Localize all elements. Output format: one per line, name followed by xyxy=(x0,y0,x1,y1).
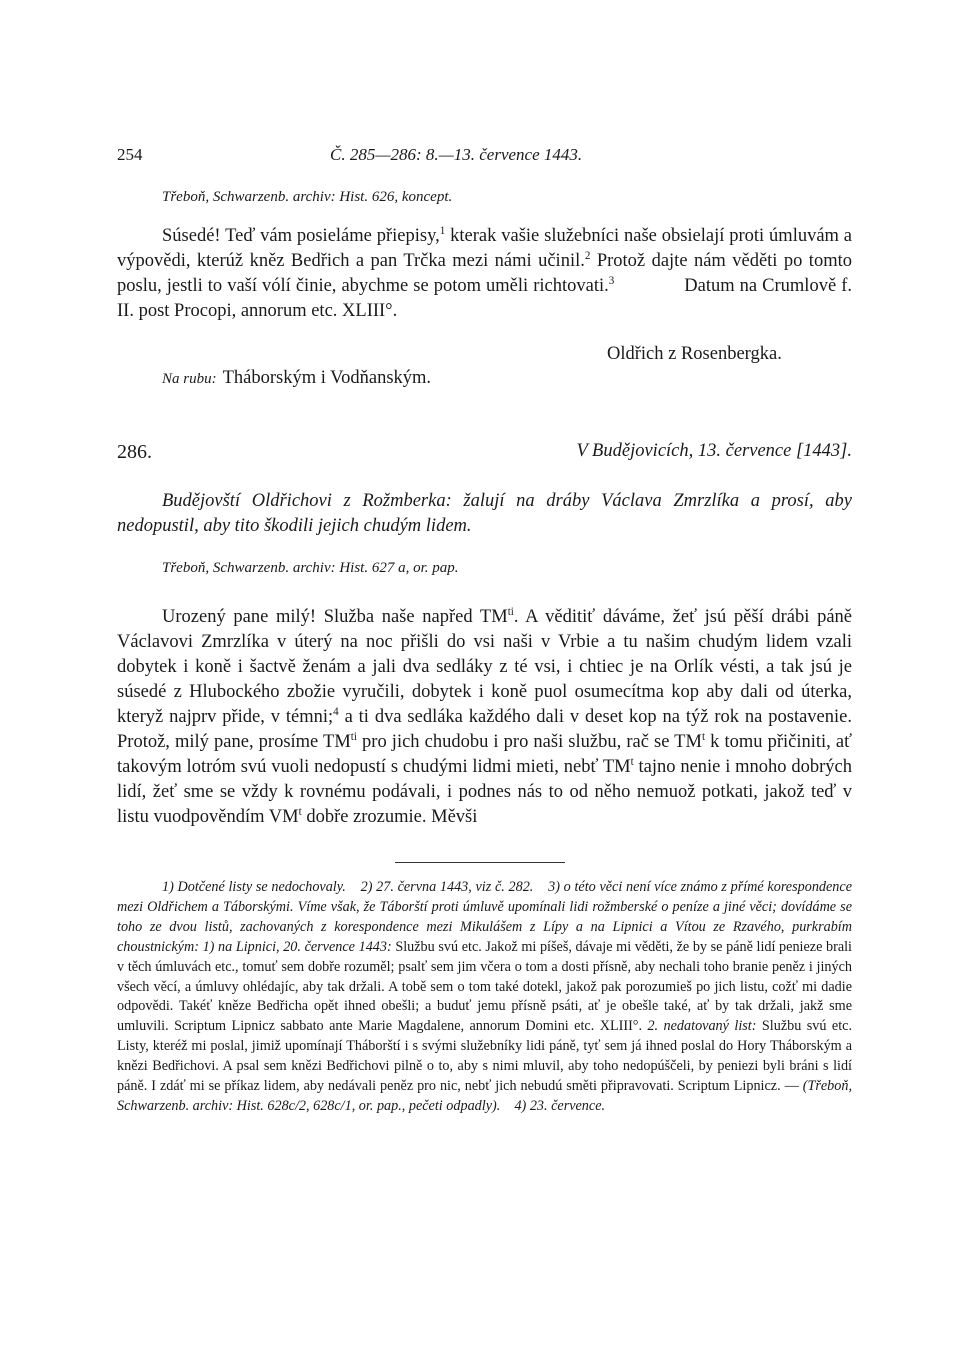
footnote-ref-3: 3 xyxy=(608,274,615,287)
footnote-ref-1: 1 xyxy=(439,224,446,237)
footnote-ref-2: 2 xyxy=(584,249,591,262)
document-number: 286. xyxy=(117,441,152,463)
letter-285-body xyxy=(117,224,852,324)
datum-line: Datum na Crumlově f. II. post Procopi, annorum etc. XLIII°. xyxy=(117,276,852,321)
address-text: Tháborským i Vodňanským. xyxy=(222,368,432,388)
page-header xyxy=(117,145,852,169)
letter-286-body xyxy=(117,605,852,830)
address-label: Na rubu: xyxy=(162,371,217,387)
footnote-1: 1) Dotčené listy se nedochovaly. xyxy=(162,879,346,895)
letter-285-paragraph: Súsedé! Teď vám posieláme přiepisy,$^1$ kterak vašie služebníci naše obsielají proti úmluvám a výpovědi, kterúž kněz Bedřich a pan Trčka mezi námi učinil.$^2$ Protož dajte nám věděti po tomto poslu, jestli to vaší vólí činie, abychme se potom uměli richtovati.$^3$ Datum na Crumlově f. II. post Procopi, annorum etc. XLIII°. xyxy=(117,224,853,321)
footnote-ref-4: 4 xyxy=(333,705,339,718)
address-note xyxy=(162,368,431,389)
document-place-date: V Budějovicích, 13. července [1443]. xyxy=(576,441,852,461)
document-286-heading xyxy=(117,441,852,467)
footnote-divider xyxy=(395,862,565,863)
footnote-2: 2) 27. června 1443, viz č. 282. xyxy=(360,879,534,895)
footnote-3: 3) o této věci není více známo z přímé korespondence mezi Oldřichem a Táborskými. Víme však, že Táborští proti úmluvě upomínali lidi rožmberské o peníze a jiné věci; dovídáme se toho ze dvou listů, zachovaných z korespondence mezi Mikulášem z Lípy a na Lipnici a Vítou ze Rzavého, purkrabím choustnickým: 1) na Lipnici, 20. července 1443: xyxy=(117,879,852,955)
source-note-285: Třeboň, Schwarzenb. archiv: Hist. 626, koncept. xyxy=(162,189,453,205)
source-note-286: Třeboň, Schwarzenb. archiv: Hist. 627 a, or. pap. xyxy=(162,560,459,576)
footnote-4: 4) 23. července. xyxy=(514,1097,606,1114)
signature: Oldřich z Rosenbergka. xyxy=(607,344,782,364)
letter-286-paragraph: Urozený pane milý! Služba naše napřed $TM^{ti}$. A věditiť dáváme, žeť jsú pěší drábi páně Václavovi Zmrzlíka v úterý na noc přišli do vsi naši v Vrbie a tu našim chudým lidem vzali dobytek i koně i šactvě ženám a jali dva sedláky z té vsi, i chtiec je na Orlík vésti, a tak jsú je súsedé z Hlubockého zbožie vyručili, dobytek i koně puol osumecítma kop aby dali od úterka, kteryž najprv přide, v témni;$^4$ a ti dva sedláka každého dali v deset kop na týž rok na postavenie. Protož, milý pane, prosíme $TM^{ti}$ pro jich chudobu i pro naši službu, rač se $TM^t$ k tomu přičiniti, ať takovým lotróm svú vuoli nedopustí s chudými lidmi mieti, nebť $TM^t$ tajno nenie i mnoho dobrých lidí, žeť sme se vždy k rovnému podávali, i podnes nás to od něho nemuož potkati, jakož teď v listu vuodpověndím $VM^t$ dobře zrozumie. Měvši xyxy=(117,605,852,827)
page-number: 254 xyxy=(117,145,143,164)
regest-summary: Budějovští Oldřichovi z Rožmberka: žalují na dráby Václava Zmrzlíka a prosí, aby nedopustil, aby tito škodili jejich chudým lidem. xyxy=(117,491,852,536)
running-title: Č. 285—286: 8.—13. července 1443. xyxy=(330,145,583,164)
footnotes: 1) Dotčené listy se nedochovaly. 2) 27. června 1443, viz č. 282. 3) o této věci není více známo z přímé korespondence mezi Oldřichem a Táborskými. Víme však, že Táborští proti úmluvě upomínali lidi rožmberské o peníze a jiné věci; dovídáme se toho ze dvou listů, zachovaných z korespondence mezi Mikulášem z Lípy a na Lipnici a Vítou ze Rzavého, purkrabím choustnickým: 1) na Lipnici, 20. července 1443: Službu svú etc. Jakož mi píšeš, dávaje mi věděti, že by se páně lidí penieze brali v těch úmluvách etc., tomuť sem dobře rozuměl; psalť sem jim včera o tom a dosti přísně, aby nechali toho branie peněz i jiných všech věcí, a úmluvy ohlédajíc, aby tak držali. A tobě sem o tom také dotekl, jakož pak porozumieš po jich listu, cožť mi dadie odpovědi. Takéť kněze Bedřicha opět ihned obešli; a buduť jemu přísně psáti, ať je obešle také, ať by tak držali, jakž sme umluvili. Scriptum Lipnicz sabbato ante Marie Magdalene, annorum Domini etc. XLIII°. 2. nedatovaný list: Službu svú etc. Listy, kteréž mi poslal, jimiž upomínají Tháborští i s svými služebníky lidi páně, tyť sem já ihned poslal do Hory Tháborským a knězi Bedřichovi. A psal sem knězi Bedřichovi pilně o to, aby s nimi mluvil, aby toho nedopúščeli, by peniezi byli bráni s lidí páně. I zdáť mi se příkaz lidem, aby nedávali peněz pro nic, nebť jich nebudú směti připravovati. Scriptum Lipnicz. — (Třeboň, Schwarzenb. archiv: Hist. 628c/2, 628c/1, or. pap., pečeti odpadly). 4) 23. července. xyxy=(117,879,853,1114)
